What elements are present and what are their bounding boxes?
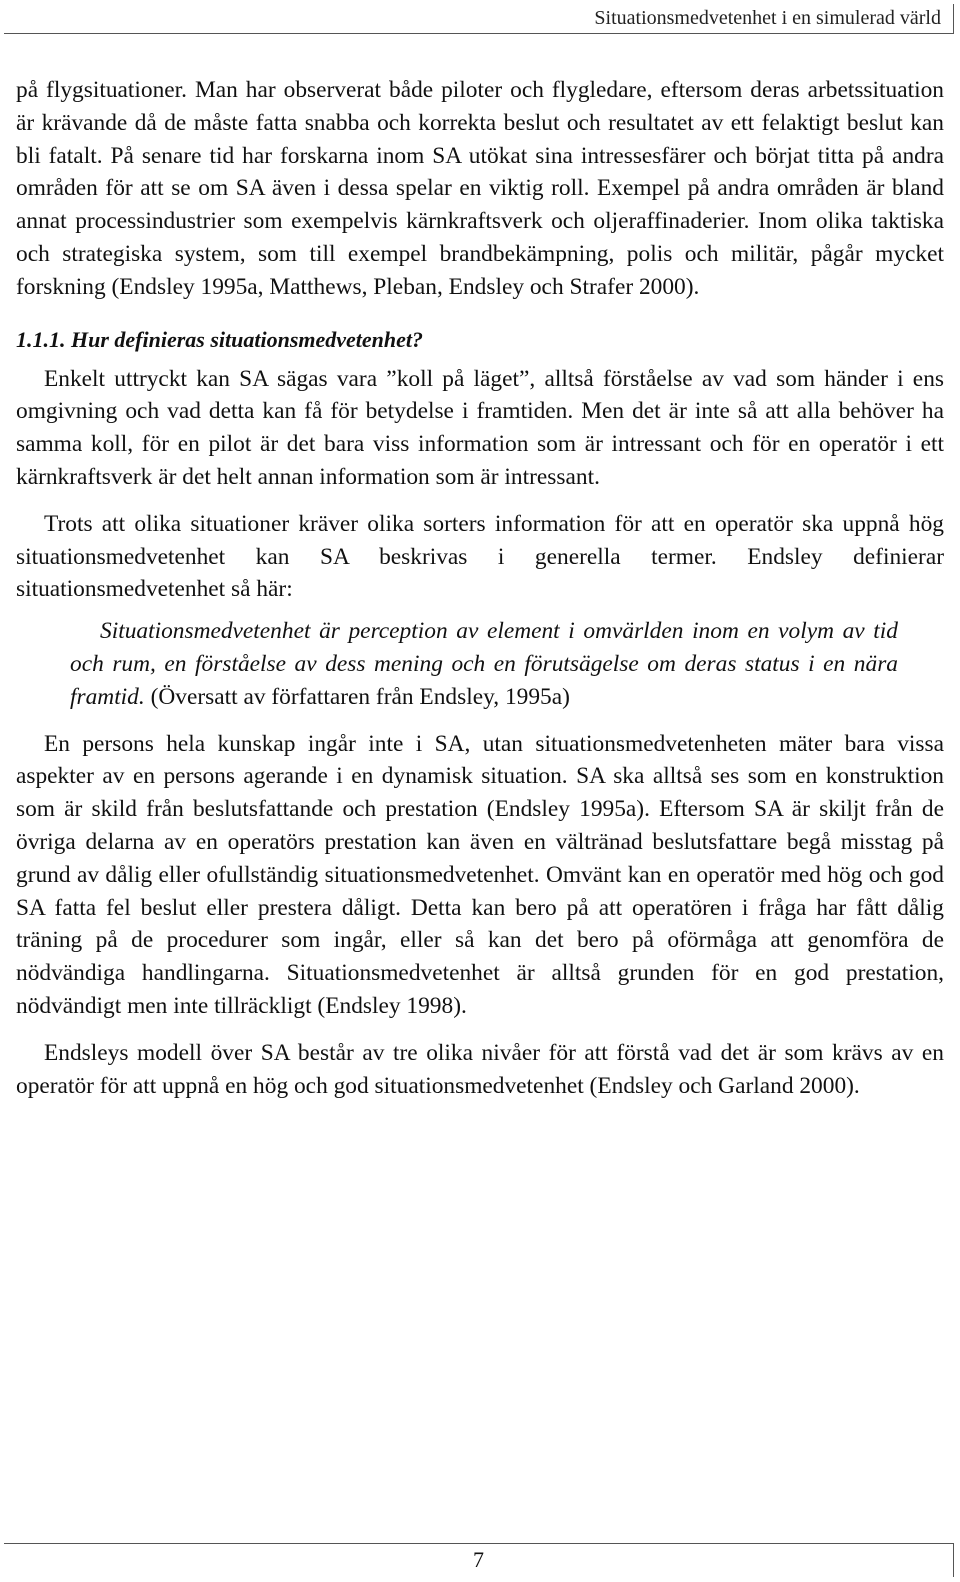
quote-source: (Översatt av författaren från Endsley, 1995a) (144, 683, 570, 710)
section-heading: 1.1.1. Hur definieras situationsmedvetenhet? (16, 326, 424, 352)
paragraph-knowledge: En persons hela kunskap ingår inte i SA, utan situationsmedvetenheten mäter bara vissa aspekter av en persons agerande i en dynamisk situation. SA ska alltså ses som en konstruktion som är skild från beslutsfattande och prestation (Endsley 1995a). Eftersom SA är skiljt från de övriga delarna av en operatörs prestation kan även en vältränad beslutsfattare begå misstag på grund av dålig eller ofullständig situationsmedvetenhet. Omvänt kan en operatör med hög och god SA fatta fel beslut eller prestera dåligt. Detta kan bero på att operatören i fråga har fått dålig träning på de procedurer som ingår, eller så kan det bero på oförmåga att genomföra de nödvändiga handlingarna. Situationsmedvetenhet är alltså grunden för en god prestation, nödvändigt men inte tillräckligt (Endsley 1998). (16, 730, 944, 1019)
paragraph-intro: på flygsituationer. Man har observerat både piloter och flygledare, eftersom deras arbetssituation är krävande då de måste fatta snabba och korrekta beslut och resultatet av ett felaktigt beslut kan bli fatalt. På senare tid har forskarna inom SA utökat sina intressesfärer och börjat titta på andra områden för att se om SA även i dessa spelar en viktig roll. Exempel på andra områden är bland annat processindustrier som exempelvis kärnkraftsverk och oljeraffinaderier. Inom olika taktiska och strategiska system, som till exempel brandbekämpning, polis och militär, pågår mycket forskning (Endsley 1995a, Matthews, Pleban, Endsley och Strafer 2000). (16, 77, 944, 300)
page-number: 7 (473, 1547, 484, 1572)
quote-paragraph (70, 615, 898, 713)
page-footer (4, 1543, 954, 1577)
block-quote (70, 615, 898, 713)
page-body (16, 74, 944, 1102)
paragraph-definition-intro: Enkelt uttryckt kan SA sägas vara ”koll på läget”, alltså förståelse av vad som händer i ens omgivning och vad detta kan få för betydelse i framtiden. Men det är inte så att alla behöver ha samma koll, för en pilot är det bara viss information som är intressant och för en operatör i ett kärnkraftsverk är det helt annan information som är intressant. (16, 365, 944, 490)
page-header (4, 4, 954, 34)
paragraph-model: Endsleys modell över SA består av tre olika nivåer för att förstå vad det är som krävs av en operatör för att uppnå en hög och god situationsmedvetenhet (Endsley och Garland 2000). (16, 1039, 944, 1099)
running-title: Situationsmedvetenhet i en simulerad värld (594, 7, 941, 29)
quote-text: Situationsmedvetenhet är perception av element i omvärlden inom en volym av tid och rum, en förståelse av dess mening och en förutsägelse om deras status i en nära framtid. (70, 618, 898, 710)
paragraph-general-terms: Trots att olika situationer kräver olika sorters information för att en operatör ska uppnå hög situationsmedvetenhet kan SA beskrivas i generella termer. Endsley definierar situationsmedvetenhet så här: (16, 510, 944, 603)
